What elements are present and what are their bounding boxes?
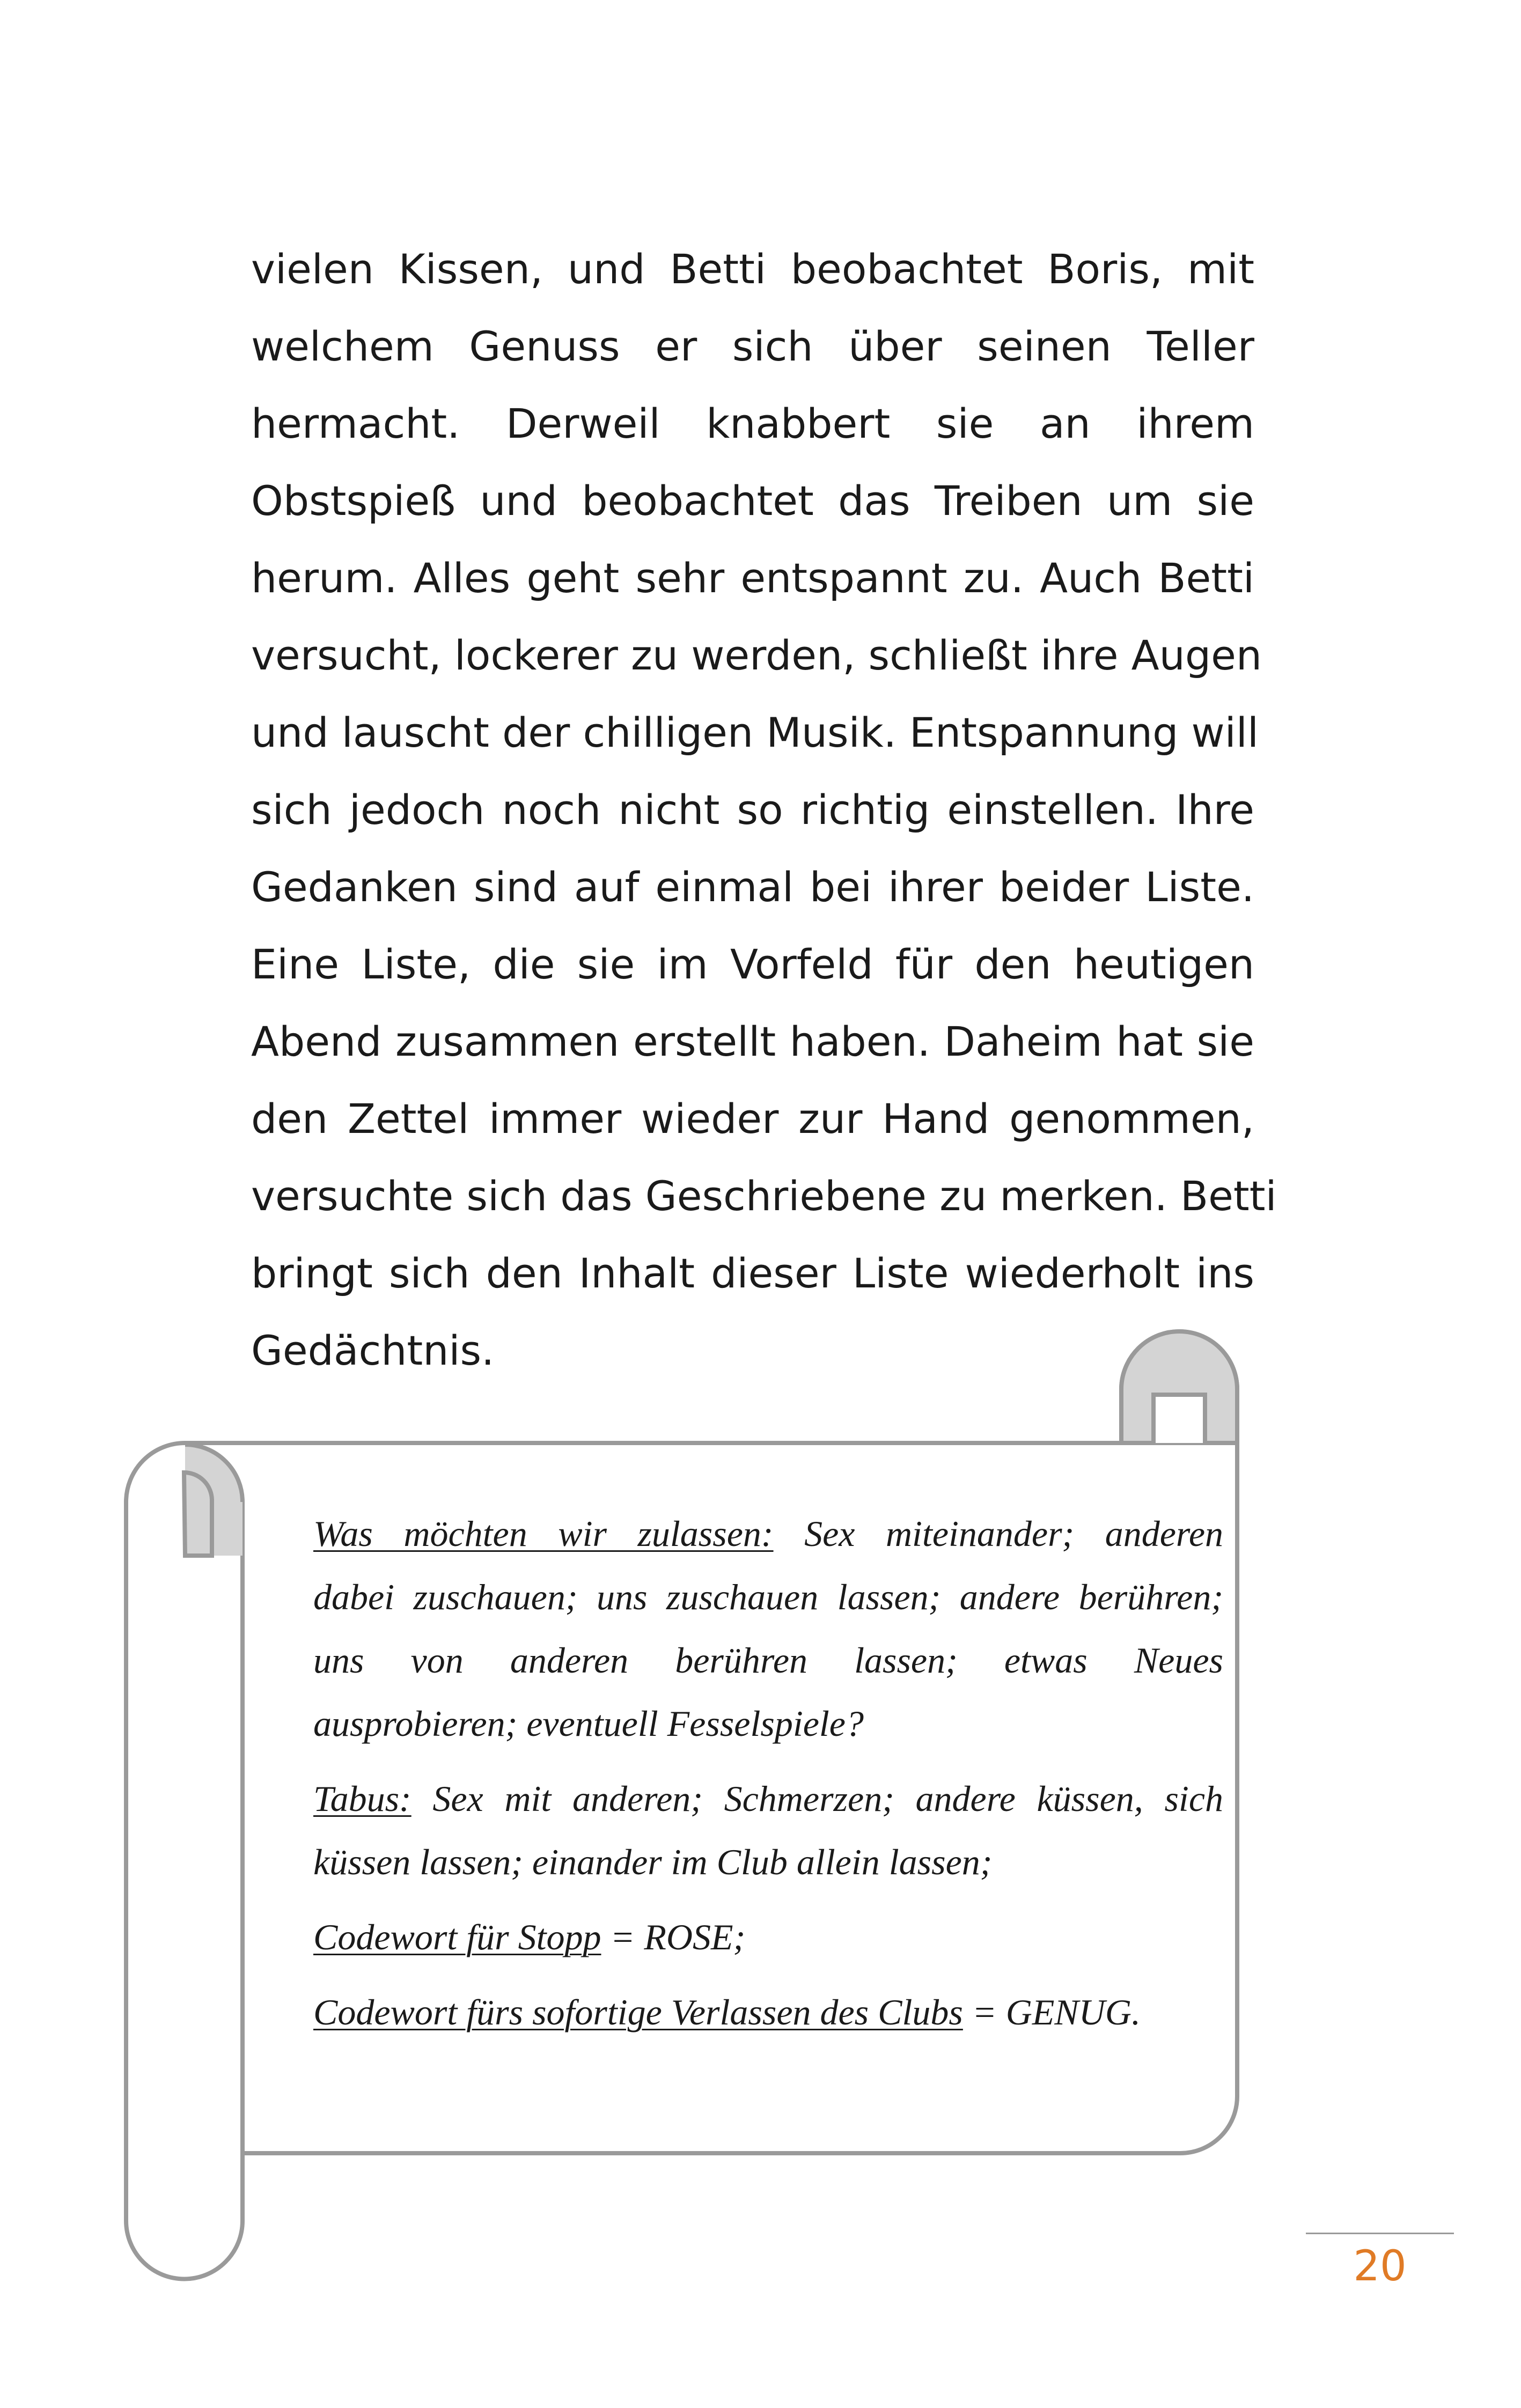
scroll-list [313,1502,1223,2056]
body-line: Gedächtnis. [251,1327,495,1374]
taboos-paragraph [313,1767,1223,1894]
stop-codeword-paragraph [313,1905,1223,1969]
body-line: vielen Kissen, und Betti beobachtet Boris, mit [251,245,1254,293]
body-line: Abend zusammen erstellt haben. Daheim hat sie [251,1018,1254,1065]
allowed-label: Was möchten wir zulassen: [313,1513,774,1554]
leave-codeword-paragraph [313,1980,1223,2044]
body-line: bringt sich den Inhalt dieser Liste wiederholt ins [251,1249,1254,1297]
allowed-row: uns von anderen berühren lassen; etwas Neues [313,1640,1223,1681]
stop-codeword-label: Codewort für Stopp [313,1917,601,1957]
page-number-rule [1306,2233,1454,2234]
allowed-row: ausprobieren; eventuell Fesselspiele? [313,1703,864,1744]
leave-codeword-value: = GENUG. [962,1992,1141,2033]
body-line: Gedanken sind auf einmal bei ihrer beider Liste. [251,863,1254,911]
taboos-text: Sex mit anderen; Schmerzen; andere küssen, sich [432,1778,1224,1819]
body-line: versucht, lockerer zu werden, schließt ihre Augen [251,631,1262,679]
body-line: versuchte sich das Geschriebene zu merken. Betti [251,1172,1277,1220]
body-line: und lauscht der chilligen Musik. Entspannung will [251,709,1259,756]
leave-codeword-row [313,1980,1223,2044]
body-line: welchem Genuss er sich über seinen Teller [251,322,1254,370]
taboos-row [313,1767,1223,1830]
body-text [251,231,1277,1389]
body-line: Obstspieß und beobachtet das Treiben um sie [251,477,1254,525]
taboos-row: küssen lassen; einander im Club allein lassen; [313,1842,993,1882]
body-line: hermacht. Derweil knabbert sie an ihrem [251,400,1254,447]
allowed-text: Sex miteinander; anderen [804,1513,1224,1554]
leave-codeword-label: Codewort fürs sofortige Verlassen des Clubs [313,1992,963,2033]
page-number: 20 [1353,2242,1407,2291]
allowed-row: dabei zuschauen; uns zuschauen lassen; andere berühren; [313,1577,1223,1617]
stop-codeword-row [313,1905,1223,1969]
taboos-label: Tabus: [313,1778,412,1819]
allowed-paragraph [313,1502,1223,1755]
stop-codeword-value: = ROSE; [601,1917,746,1957]
body-line: Eine Liste, die sie im Vorfeld für den heutigen [251,940,1254,988]
body-line: sich jedoch noch nicht so richtig einstellen. Ihre [251,786,1254,834]
allowed-row [313,1502,1223,1565]
body-line: den Zettel immer wieder zur Hand genommen, [251,1095,1254,1143]
body-line: herum. Alles geht sehr entspannt zu. Auch Betti [251,554,1254,602]
